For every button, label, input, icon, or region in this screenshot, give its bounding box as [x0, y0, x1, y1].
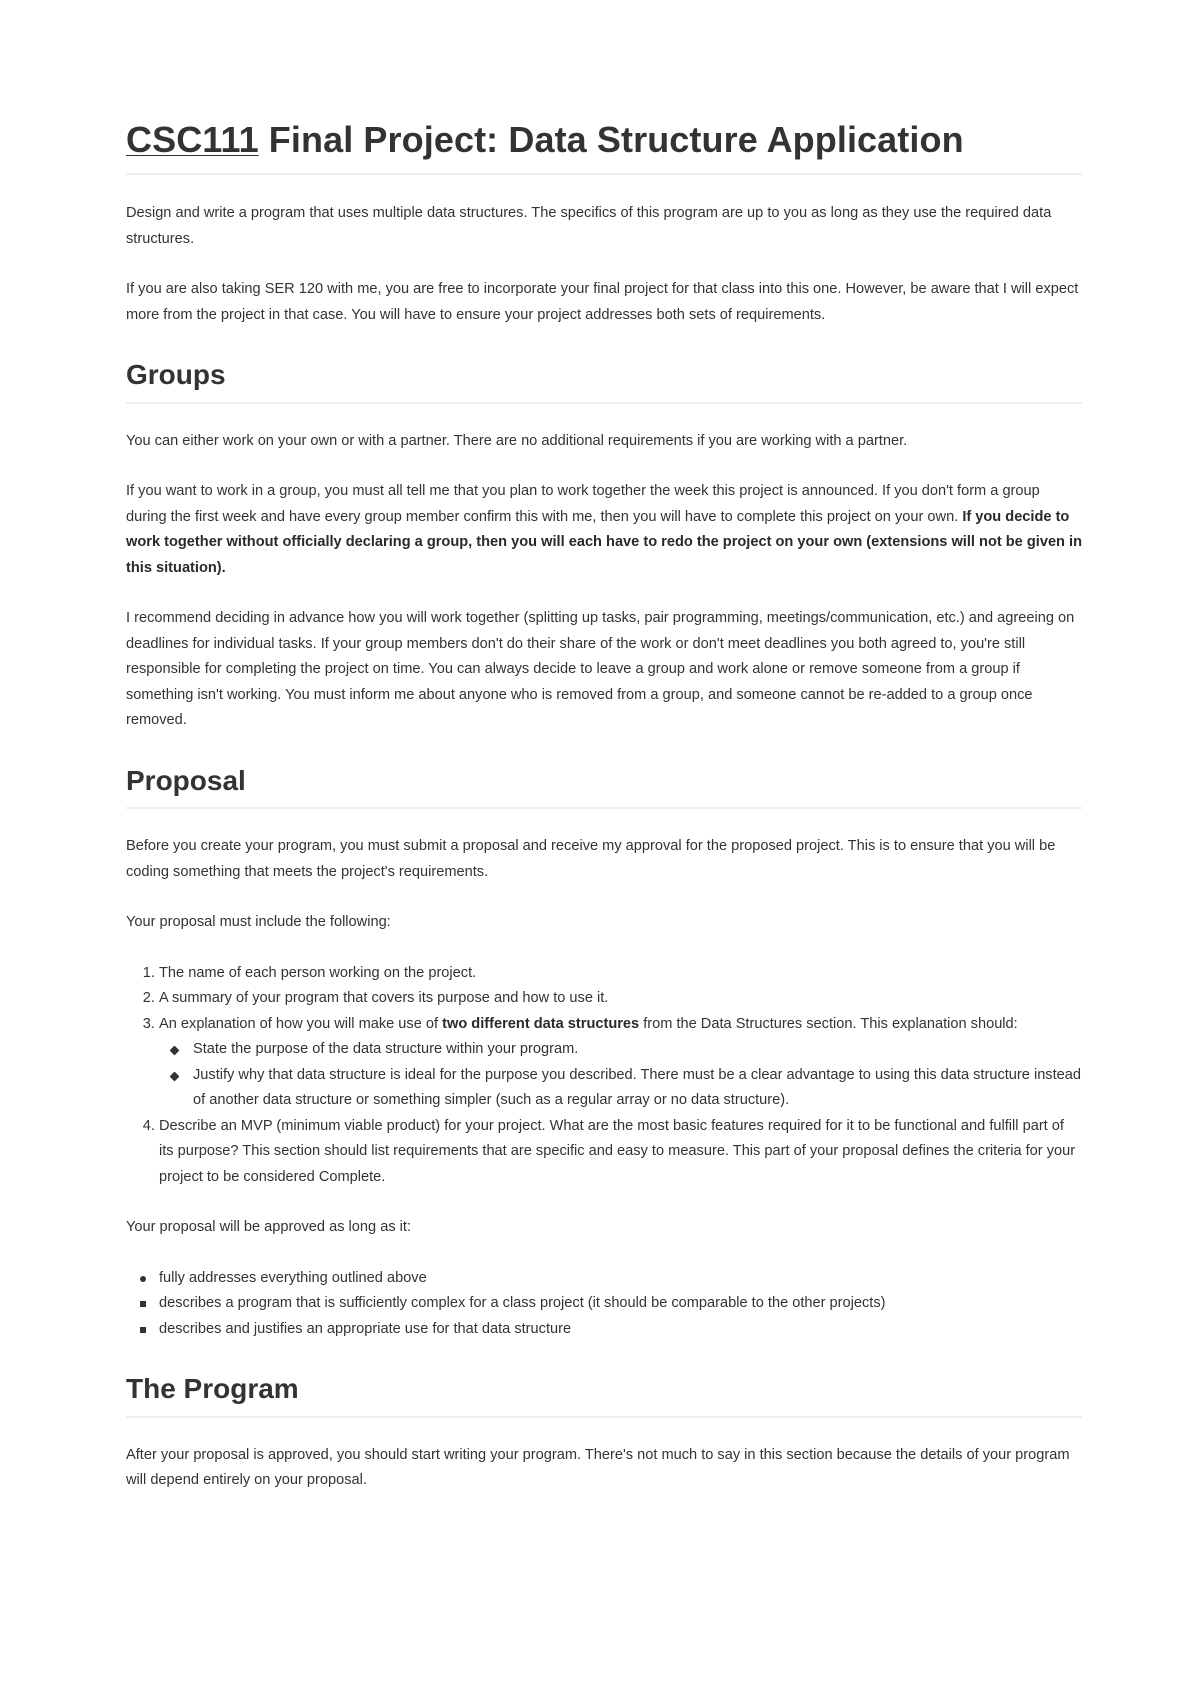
- item-text: describes a program that is sufficiently complex for a class project (it should be comparable to the other projects): [159, 1295, 886, 1312]
- list-item: [126, 1266, 1082, 1292]
- list-item: 1. The name of each person working on the project.: [159, 961, 1082, 987]
- section-heading-program: The Program: [126, 1372, 1082, 1418]
- list-item: 2. A summary of your program that covers its purpose and how to use it.: [159, 986, 1082, 1012]
- list-item: [126, 1291, 1082, 1317]
- bullet-icon: [140, 1301, 146, 1307]
- proposal-requirements-list: [126, 961, 1082, 1191]
- item-text: An explanation of how you will make use of: [159, 1015, 443, 1032]
- document-page: [126, 118, 1082, 1494]
- groups-text: If you want to work in a group, you must all tell me that you plan to work together the week this project is announced. If you don't form a group during the first week and have every group member confirm this with me, then you will have to complete this project on your own.: [126, 483, 1040, 525]
- section-heading-proposal: Proposal: [126, 764, 1082, 810]
- sub-list-item: [159, 1063, 1082, 1114]
- section-heading-groups: Groups: [126, 358, 1082, 404]
- item-emphasis: two different data structures: [442, 1015, 640, 1032]
- item-text: from the Data Structures section. This explanation should:: [639, 1015, 1018, 1032]
- item-text: describes and justifies an appropriate use for that data structure: [159, 1320, 572, 1337]
- sub-item-text: Justify why that data structure is ideal for the purpose you described. There must be a clear advantage to using this data structure instead of another data structure or something simpler (such as a regular array or no data structure).: [193, 1066, 1082, 1109]
- proposal-paragraph: Your proposal will be approved as long as it:: [126, 1219, 412, 1236]
- intro-paragraph: Design and write a program that uses multiple data structures. The specifics of this program are up to you as long as they use the required data structures.: [126, 205, 1052, 247]
- sub-item-text: State the purpose of the data structure within your program.: [193, 1041, 579, 1058]
- program-paragraph: After your proposal is approved, you should start writing your program. There's not much to say in this section because the details of your program will depend entirely on your proposal.: [126, 1446, 1070, 1489]
- page-title: [126, 118, 1082, 175]
- groups-paragraph: [126, 479, 1082, 581]
- intro-paragraph: If you are also taking SER 120 with me, you are free to incorporate your final project for that class into this one. However, be aware that I will expect more from the project in that case. You will have to ensure your project addresses both sets of requirements.: [126, 281, 1079, 323]
- sub-list: [159, 1037, 1082, 1114]
- groups-warning: If you decide to work together without officially declaring a group, then you will each have to redo the project on your own (extensions will not be given in this situation).: [126, 508, 1082, 576]
- list-item: [159, 1012, 1082, 1114]
- proposal-paragraph: Before you create your program, you must submit a proposal and receive my approval for the proposed project. This is to ensure that you will be coding something that meets the project's requirements.: [126, 838, 1056, 880]
- bullet-icon: [140, 1327, 146, 1333]
- course-code: CSC111: [126, 119, 259, 160]
- bullet-icon: [170, 1046, 180, 1056]
- approval-list: [126, 1266, 1082, 1343]
- item-text: fully addresses everything outlined above: [159, 1269, 427, 1286]
- list-item: [126, 1317, 1082, 1343]
- bullet-icon: [140, 1276, 146, 1282]
- title-text: Final Project: Data Structure Application: [258, 119, 964, 160]
- sub-list-item: [159, 1037, 1082, 1063]
- groups-paragraph: You can either work on your own or with a partner. There are no additional requirements if you are working with a partner.: [126, 432, 908, 449]
- proposal-paragraph: Your proposal must include the following:: [126, 914, 391, 931]
- groups-paragraph: I recommend deciding in advance how you will work together (splitting up tasks, pair programming, meetings/communication, etc.) and agreeing on deadlines for individual tasks. If your group members don't do their share of the work or don't meet deadlines you both agreed to, you're still responsible for completing the project on time. You can always decide to leave a group and work alone or remove someone from a group if something isn't working. You must inform me about anyone who is removed from a group, and someone cannot be re-added to a group once removed.: [126, 610, 1075, 729]
- bullet-icon: [170, 1071, 180, 1081]
- list-item: 4. Describe an MVP (minimum viable product) for your project. What are the most basic features required for it to be functional and fulfill part of its purpose? This section should list requirements that are specific and easy to measure. This part of your proposal defines the criteria for your project to be considered Complete.: [159, 1114, 1082, 1191]
